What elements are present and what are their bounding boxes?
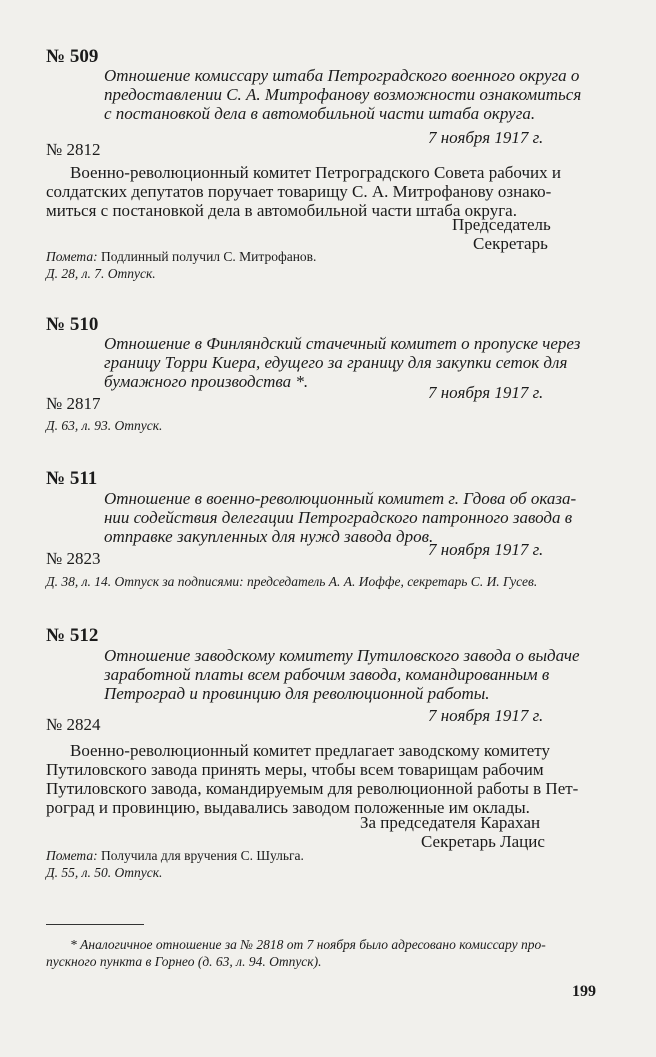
document-body-line: роград и провинцию, выдавались заводом положенные им оклады.	[46, 798, 530, 817]
document-body-line: солдатских депутатов поручает товарищу С. А. Митрофанову ознако-	[46, 182, 552, 201]
archive-reference: Д. 63, л. 93. Отпуск.	[46, 418, 163, 433]
document-title-line: Отношение заводскому комитету Путиловского завода о выдаче	[104, 646, 580, 665]
document-number: № 510	[46, 314, 99, 335]
note-text: Получила для вручения С. Шульга.	[97, 848, 304, 863]
note-text: Подлинный получил С. Митрофанов.	[97, 249, 317, 264]
document-title-line: Отношение комиссару штаба Петроградского военного округа о	[104, 66, 580, 85]
registration-number: № 2817	[46, 394, 101, 413]
registration-number: № 2824	[46, 715, 101, 734]
signature-line: Председатель	[452, 215, 551, 234]
signature-line: Секретарь	[473, 234, 548, 253]
document-body-line: миться с постановкой дела в автомобильной части штаба округа.	[46, 201, 517, 220]
document-title-line: Петроград и провинцию для революционной работы.	[104, 684, 490, 703]
archive-reference: Д. 55, л. 50. Отпуск.	[46, 865, 163, 880]
note-label: Помета:	[46, 848, 98, 863]
signature-line: Секретарь Лацис	[421, 832, 545, 851]
document-number: № 509	[46, 46, 99, 67]
note	[46, 249, 316, 265]
note-label: Помета:	[46, 249, 98, 264]
document-title-line: Отношение в Финляндский стачечный комитет о пропуске через	[104, 334, 581, 353]
document-title-line: границу Торри Киера, едущего за границу для закупки сеток для	[104, 353, 568, 372]
document-date: 7 ноября 1917 г.	[428, 540, 544, 559]
footnote-line: * Аналогичное отношение за № 2818 от 7 ноября было адресовано комиссару про-	[70, 937, 546, 952]
footnote-line: пускного пункта в Горнео (д. 63, л. 94. Отпуск).	[46, 954, 322, 969]
signature-line: За председателя Караxан	[360, 813, 541, 832]
document-body-line: Военно-революционный комитет предлагает заводскому комитету	[70, 741, 551, 760]
document-number: № 512	[46, 625, 99, 646]
document-title-line: бумажного производства *.	[104, 372, 309, 391]
registration-number: № 2812	[46, 140, 101, 159]
document-date: 7 ноября 1917 г.	[428, 128, 544, 147]
document-body-line: Путиловского завода, командируемым для революционной работы в Пет-	[46, 779, 579, 798]
document-title-line: предоставлении С. А. Митрофанову возможности ознакомиться	[104, 85, 582, 104]
note	[46, 848, 304, 864]
document-title-line: Отношение в военно-революционный комитет г. Гдова об оказа-	[104, 489, 577, 508]
document-title-line: нии содействия делегации Петроградского патронного завода в	[104, 508, 573, 527]
archive-reference: Д. 28, л. 7. Отпуск.	[46, 266, 156, 281]
document-title-line: отправке закупленных для нужд завода дров.	[104, 527, 434, 546]
document-number: № 511	[46, 468, 98, 489]
footnote-divider	[46, 924, 144, 925]
document-title-line: с постановкой дела в автомобильной части штаба округа.	[104, 104, 536, 123]
document-date: 7 ноября 1917 г.	[428, 383, 544, 402]
archive-reference: Д. 38, л. 14. Отпуск за подписями: председатель А. А. Иоффе, секретарь С. И. Гусев.	[46, 574, 538, 589]
document-body-line: Путиловского завода принять меры, чтобы всем товарищам рабочим	[46, 760, 544, 779]
registration-number: № 2823	[46, 549, 101, 568]
document-title-line: заработной платы всем рабочим завода, командированным в	[104, 665, 550, 684]
page-number: 199	[572, 983, 596, 1000]
document-date: 7 ноября 1917 г.	[428, 706, 544, 725]
document-body-line: Военно-революционный комитет Петроградского Совета рабочих и	[70, 163, 561, 182]
